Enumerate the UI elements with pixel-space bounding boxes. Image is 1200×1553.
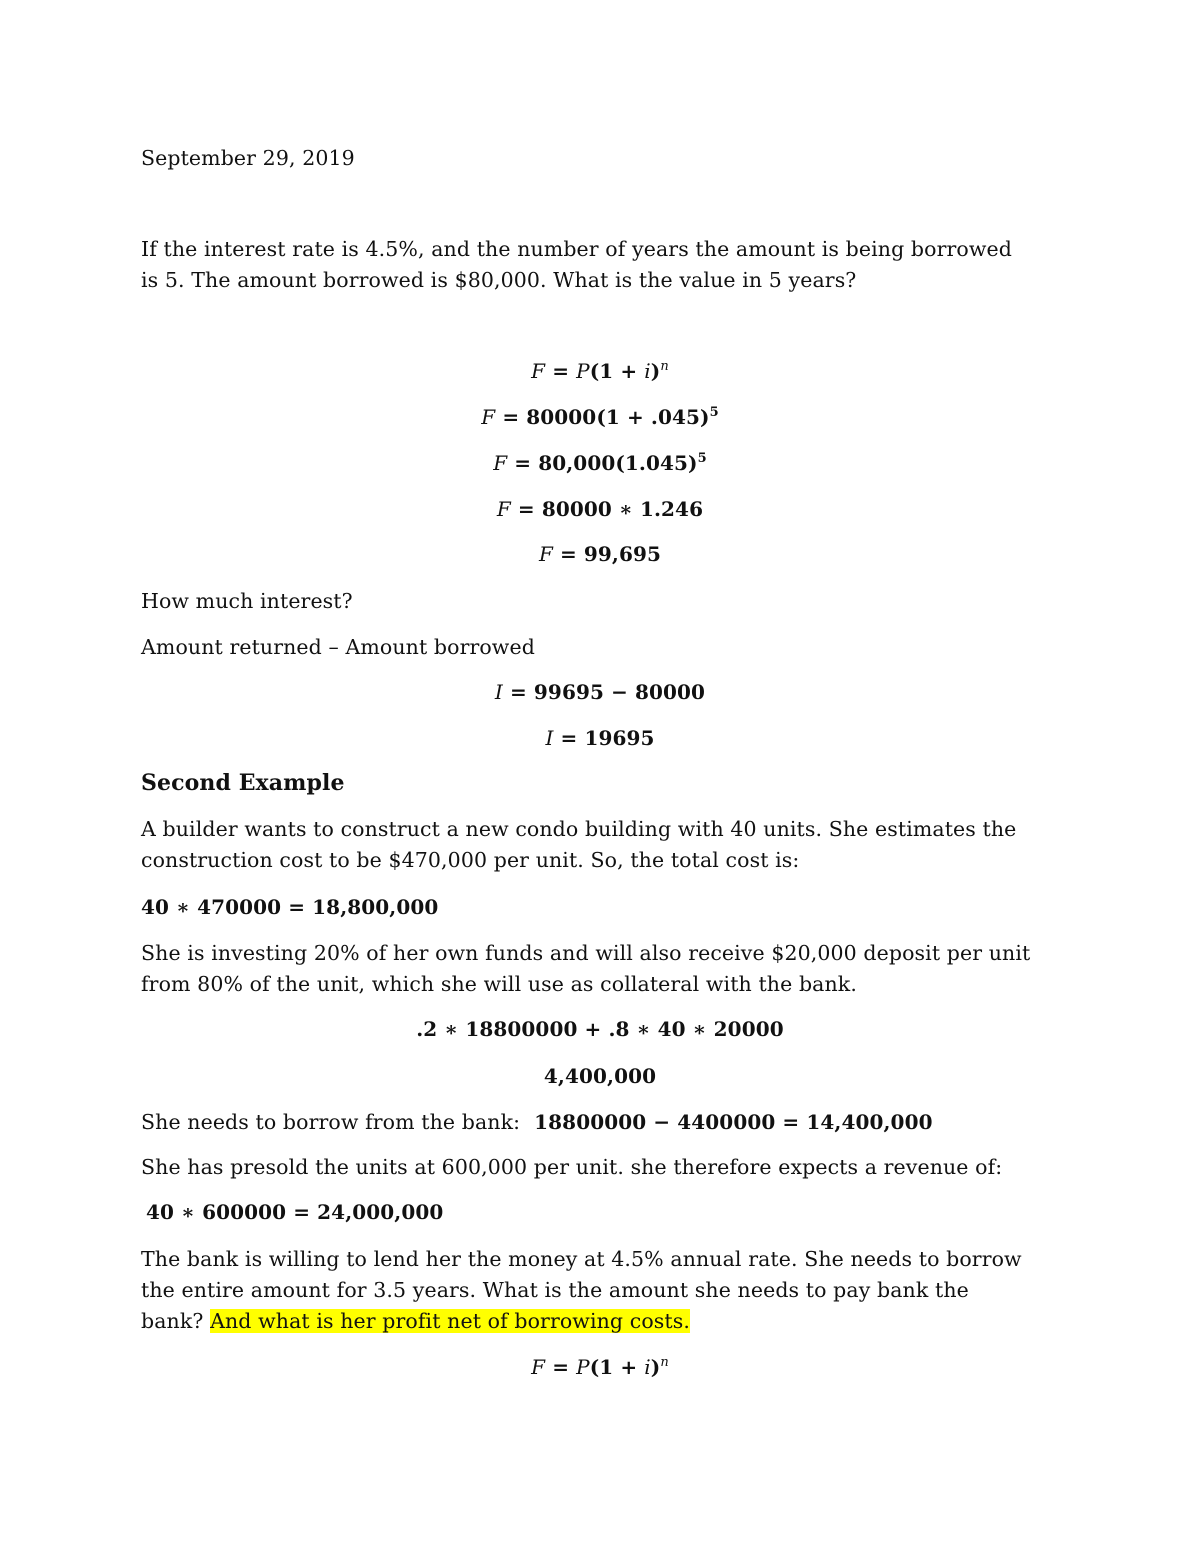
formula-var-i: i — [644, 359, 651, 383]
formula-equals: = — [545, 359, 577, 383]
example2-para2-line2: from 80% of the unit, which she will use as collateral with the bank. — [141, 972, 857, 996]
document-date: September 29, 2019 — [141, 146, 355, 170]
final-formula — [0, 1355, 1200, 1379]
section-heading: Second Example — [141, 770, 345, 796]
formula-paren: (1 + — [589, 1355, 645, 1379]
formula-var-i: i — [644, 1355, 651, 1379]
equation-result — [0, 542, 1200, 566]
example2-para1-line2: construction cost to be $470,000 per unit. So, the total cost is: — [141, 848, 800, 872]
formula-exponent: n — [660, 1355, 669, 1370]
formula-var-p: P — [576, 1355, 590, 1379]
revenue-equation: 40 ∗ 600000 = 24,000,000 — [146, 1200, 444, 1224]
problem1-line2: is 5. The amount borrowed is $80,000. What is the value in 5 years? — [141, 268, 857, 292]
formula-exponent: n — [660, 359, 669, 374]
presold-text: She has presold the units at 600,000 per unit. she therefore expects a revenue of: — [141, 1155, 1003, 1179]
collateral-equation: .2 ∗ 18800000 + .8 ∗ 40 ∗ 20000 — [416, 1017, 784, 1041]
interest-formula-text: Amount returned – Amount borrowed — [141, 635, 535, 659]
formula-var-p: P — [576, 359, 590, 383]
equation-substituted — [0, 405, 1200, 429]
equation-var: F — [481, 405, 496, 429]
equation-body: = 99695 − 80000 — [502, 680, 706, 704]
formula-equals: = — [545, 1355, 577, 1379]
example2-para1-line1: A builder wants to construct a new condo building with 40 units. She estimates the — [141, 817, 1017, 841]
borrow-text: She needs to borrow from the bank: — [141, 1110, 521, 1134]
para3-plain-text: bank? — [141, 1309, 211, 1333]
equation-var: F — [538, 542, 553, 566]
interest-result — [0, 726, 1200, 750]
equation-exponent: 5 — [697, 451, 707, 466]
example2-para3-line1: The bank is willing to lend her the money at 4.5% annual rate. She needs to borrow — [141, 1247, 1022, 1271]
example2-para2-line1: She is investing 20% of her own funds and will also receive $20,000 deposit per unit — [141, 941, 1031, 965]
equation-body: = 80000 ∗ 1.246 — [510, 497, 704, 521]
collateral-total: 4,400,000 — [543, 1064, 657, 1088]
problem1-line1: If the interest rate is 4.5%, and the number of years the amount is being borrowed — [141, 237, 1012, 261]
equation-simplified — [0, 451, 1200, 475]
highlighted-question: And what is her profit net of borrowing costs. — [210, 1309, 690, 1333]
equation-var: F — [493, 451, 508, 475]
equation-multiplied — [0, 497, 1200, 521]
equation-body: = 80,000(1.045) — [507, 451, 698, 475]
borrow-equation: 18800000 − 4400000 = 14,400,000 — [534, 1110, 933, 1134]
interest-equation — [0, 680, 1200, 704]
interest-question: How much interest? — [141, 589, 353, 613]
equation-body: = 80000(1 + .045) — [495, 405, 710, 429]
equation-exponent: 5 — [709, 405, 719, 420]
formula-var-f: F — [531, 359, 546, 383]
formula-close: ) — [650, 1355, 661, 1379]
formula-var-f: F — [531, 1355, 546, 1379]
borrow-line — [141, 1110, 933, 1134]
formula-compound-interest — [0, 359, 1200, 383]
equation-var: I — [494, 680, 503, 704]
equation-body: = 99,695 — [552, 542, 662, 566]
equation-var: I — [545, 726, 554, 750]
formula-close: ) — [650, 359, 661, 383]
formula-paren: (1 + — [589, 359, 645, 383]
equation-var: F — [496, 497, 511, 521]
total-cost-equation: 40 ∗ 470000 = 18,800,000 — [141, 895, 439, 919]
example2-para3-line2: the entire amount for 3.5 years. What is the amount she needs to pay bank the — [141, 1278, 969, 1302]
example2-para3-line3 — [141, 1309, 690, 1333]
equation-body: = 19695 — [553, 726, 655, 750]
